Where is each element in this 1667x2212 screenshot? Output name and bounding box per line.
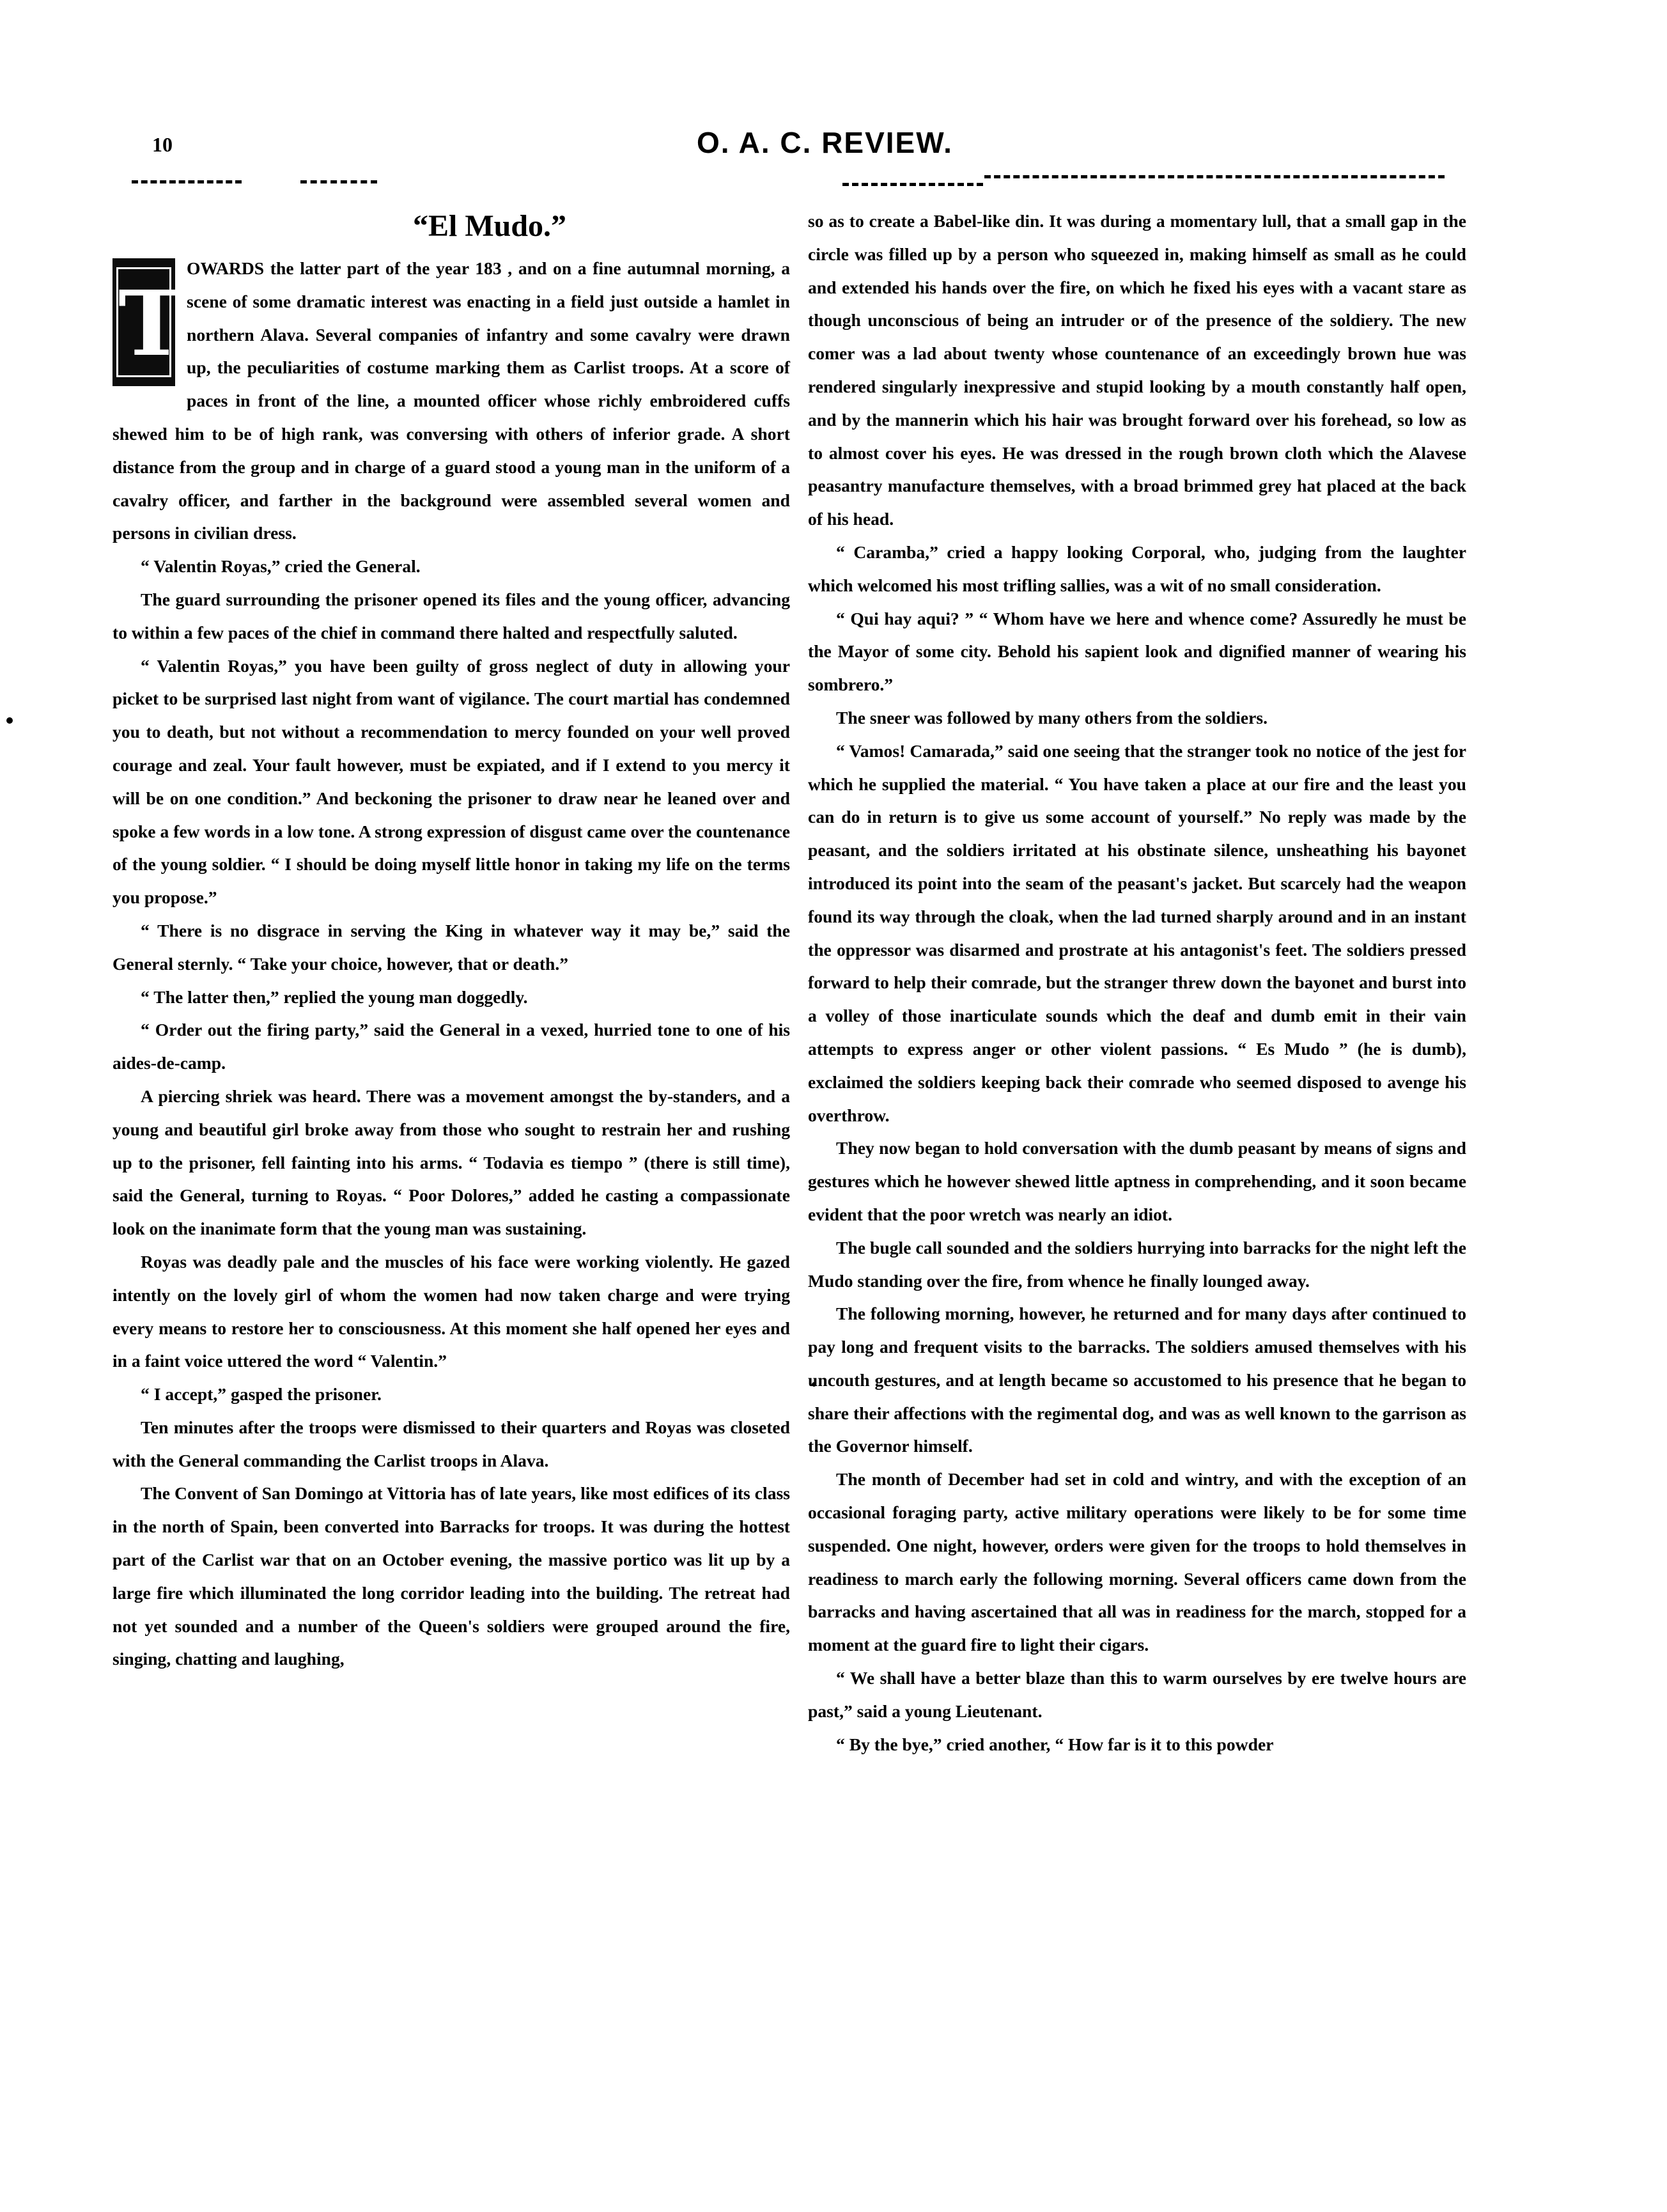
paragraph: The guard surrounding the prisoner opened its files and the young officer, advancing to within a few paces of the chief in command there halted and respectfully saluted.: [112, 589, 790, 643]
paragraph: The following morning, however, he returned and for many days after continued to pay long and frequent visits to the barracks. The soldiers amused themselves with his uncouth gestures, and at length became so accustomed to his presence that he began to share their affections with the regimental dog, and was as well known to the garrison as the Governor himself.: [808, 1304, 1466, 1456]
paragraph: “ Qui hay aqui? ” “ Whom have we here and whence come? Assuredly he must be the Mayor of some city. Behold his sapient look and dignified manner of wearing his sombrero.”: [808, 608, 1466, 695]
paragraph: “ Vamos! Camarada,” said one seeing that the stranger took no notice of the jest for which he supplied the material. “ You have taken a place at our fire and the least you can do in return is to give us some account of yourself.” No reply was made by the peasant, and the soldiers irritated at his obstinate silence, unsheathing his bayonet introduced its point into the seam of the peasant's jacket. But scarcely had the weapon found its way through the cloak, when the lad turned sharply around and in an instant the oppressor was disarmed and prostrate at his antagonist's feet. The soldiers pressed forward to help their comrade, but the stranger threw down the bayonet and burst into a volley of those inarticulate sounds which the deaf and dumb emit in their vain attempts to express anger or other violent passions. “ Es Mudo ” (he is dumb), exclaimed the soldiers keeping back their comrade who seemed disposed to avenge his overthrow.: [808, 740, 1466, 1125]
right-column: [808, 205, 1466, 1761]
left-column: [112, 191, 790, 1676]
paragraph: The month of December had set in cold and wintry, and with the exception of an occasional foraging party, active military operations were likely to be for some time suspended. One night, however, orders were given for the troops to hold themselves in readiness to march early the following morning. Several officers came down from the barracks and having ascertained that all was in readiness for the march, stopped for a moment at the guard fire to light their cigars.: [808, 1469, 1466, 1655]
paragraph: “ Valentin Royas,” you have been guilty of gross neglect of duty in allowing your picket to be surprised last night from want of vigilance. The court martial has condemned you to death, but not without a recommendation to mercy founded on your well proved courage and zeal. Your fault however, must be expiated, and if I extend to you mercy it will be on one condition.” And beckoning the prisoner to draw near he leaned over and spoke a few words in a low tone. A strong expression of disgust came over the countenance of the young soldier. “ I should be doing myself little honor in taking my life on the terms you propose.”: [112, 655, 790, 908]
journal-title: O. A. C. REVIEW.: [697, 126, 953, 159]
scan-speck: [6, 717, 13, 724]
paragraph: Royas was deadly pale and the muscles of his face were working violently. He gazed intently on the lovely girl of whom the women had now taken charge and were trying every means to restore her to consciousness. At this moment she half opened her eyes and in a faint voice uttered the word “ Valentin.”: [112, 1251, 790, 1371]
paragraph: so as to create a Babel-like din. It was during a momentary lull, that a small gap in the circle was filled up by a person who squeezed in, making himself as small as he could and extended his hands over the fire, on which he fixed his eyes with a vacant stare as though unconscious of being an intruder or of the presence of the soldiery. The new comer was a lad about twenty whose countenance of an exceedingly brown hue was rendered singularly inexpressive and stupid looking by a mouth constantly half open, and by the mannerin which his hair was brought forward over his forehead, so low as to almost cover his eyes. He was dressed in the rough brown cloth which the Alavese peasantry manufacture themselves, with a broad brimmed grey hat placed at the back of his head.: [808, 211, 1466, 529]
article-title: “El Mudo.”: [412, 209, 567, 243]
header-rule: [132, 180, 242, 183]
paragraph: “ There is no disgrace in serving the King in whatever way it may be,” said the General sternly. “ Take your choice, however, that or death.”: [112, 920, 790, 974]
paragraph: A piercing shriek was heard. There was a movement amongst the by-standers, and a young and beautiful girl broke away from those who sought to restrain her and rushing up to the prisoner, fell fainting into his arms. “ Todavia es tiempo ” (there is still time), said the General, turning to Royas. “ Poor Dolores,” added he casting a compassionate look on the inanimate form that the young man was sustaining.: [112, 1086, 790, 1239]
paragraph: The sneer was followed by many others from the soldiers.: [836, 707, 1268, 728]
header-rule: [842, 183, 983, 186]
paragraph: Ten minutes after the troops were dismissed to their quarters and Royas was closeted with the General commanding the Carlist troops in Alava.: [112, 1417, 790, 1470]
paragraph: “ The latter then,” replied the young man doggedly.: [141, 986, 528, 1007]
header-rule: [984, 175, 1445, 178]
header-rule: [300, 180, 377, 183]
page-number: 10: [152, 133, 173, 156]
drop-cap: [112, 258, 185, 386]
paragraph: “ Valentin Royas,” cried the General.: [141, 556, 421, 577]
drop-cap-letter: T: [116, 267, 171, 377]
paragraph: The Convent of San Domingo at Vittoria has of late years, like most edifices of its class in the north of Spain, been converted into Barracks for troops. It was during the hottest part of the Carlist war that on an October evening, the massive portico was lit up by a large fire which illuminated the long corridor leading into the building. The retreat had not yet sounded and a number of the Queen's soldiers were grouped around the fire, singing, chatting and laughing,: [112, 1483, 790, 1669]
paragraph: “ We shall have a better blaze than this to warm ourselves by ere twelve hours are past,” said a young Lieutenant.: [808, 1668, 1466, 1721]
paragraph: “ Caramba,” cried a happy looking Corporal, who, judging from the laughter which welcomed his most trifling sallies, was a wit of no small consideration.: [808, 541, 1466, 595]
paragraph: “ Order out the firing party,” said the General in a vexed, hurried tone to one of his aides-de-camp.: [112, 1020, 790, 1073]
paragraph: “ By the bye,” cried another, “ How far is it to this powder: [836, 1734, 1274, 1754]
paragraph: OWARDS the latter part of the year 183 , and on a fine autumnal morning, a scene of some dramatic interest was enacting in a field just outside a hamlet in northern Alava. Several companies of infantry and some cavalry were drawn up, the peculiarities of costume marking them as Carlist troops. At a score of paces in front of the line, a mounted officer whose richly embroidered cuffs shewed him to be of high rank, was conversing with others of inferior grade. A short distance from the group and in charge of a guard stood a young man in the uniform of a cavalry officer, and farther in the background were assembled several women and persons in civilian dress.: [112, 258, 790, 543]
paragraph: “ I accept,” gasped the prisoner.: [141, 1384, 382, 1405]
paragraph: The bugle call sounded and the soldiers hurrying into barracks for the night left the Mudo standing over the fire, from whence he finally lounged away.: [808, 1237, 1466, 1291]
paragraph: They now began to hold conversation with the dumb peasant by means of signs and gestures which he however shewed little aptness in comprehending, and it soon became evident that the poor wretch was nearly an idiot.: [808, 1138, 1466, 1224]
